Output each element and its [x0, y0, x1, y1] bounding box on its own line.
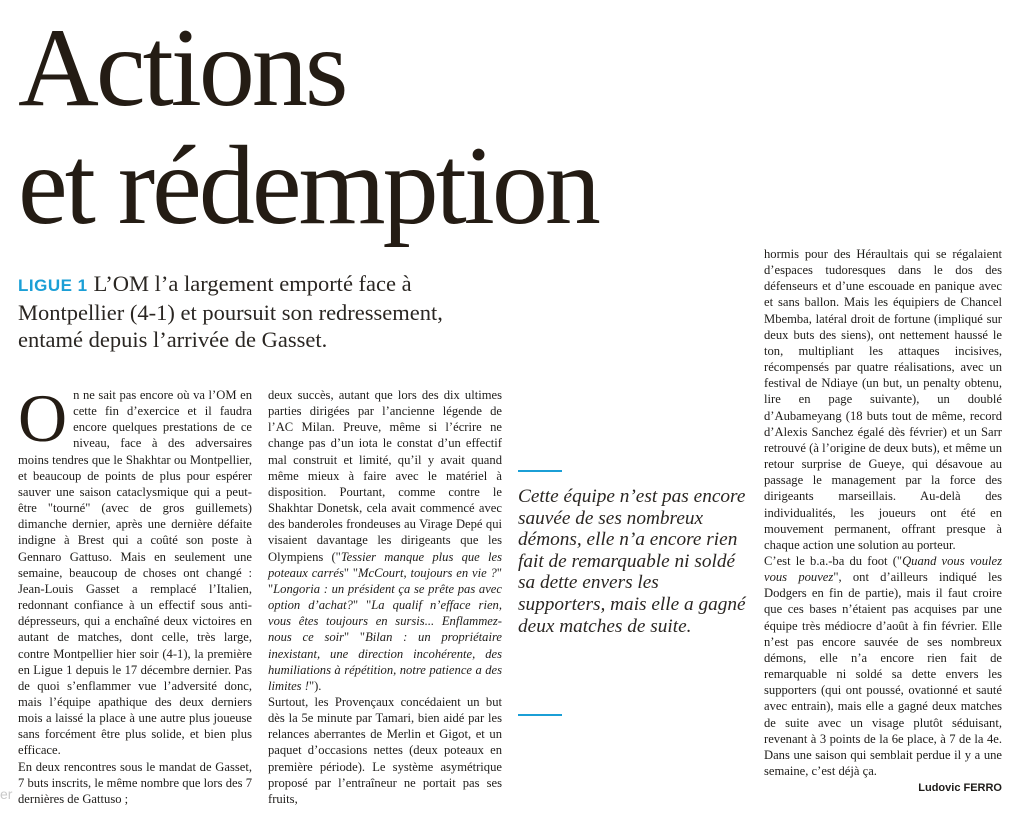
pullquote: Cette équipe n’est pas encore sauvée de ses nombreux démons, elle n’a encore rien fait de remarquable ni soldé sa dette envers les supporters, mais elle a gagné deux matches de suite.: [518, 486, 746, 637]
author-signature: Ludovic FERRO: [918, 782, 1002, 795]
article-column-4: [764, 246, 1002, 796]
banner-quote: La qualif n’efface rien, vous êtes toujours en sursis... Enflammez-nous ce soir: [268, 598, 502, 645]
section-kicker: LIGUE 1: [18, 276, 88, 295]
banner-quote: Tessier manque plus que les poteaux carrés: [268, 549, 502, 580]
article-column-2: [268, 387, 502, 807]
banner-quote: Bilan : un propriétaire inexistant, une direction incohérente, des humiliations à répétition, notre patience a des limites !: [268, 630, 502, 693]
drop-cap: O: [18, 380, 68, 456]
paragraph: Surtout, les Provençaux concédaient un but dès la 5e minute par Tamari, bien aidé par les relances aberrantes de Merlin et Gigot, et un paquet d’occasions nettes (deux poteaux en première période). Le système asymétrique proposé par l’entraîneur ne portait pas ses fruits,: [268, 694, 502, 806]
paragraph-text: C’est le b.a.-ba du foot (": [764, 553, 903, 568]
banner-quote: Longoria : un président ça se prête pas avec option d’achat?: [268, 581, 502, 613]
headline-line-2: et rédemption: [18, 124, 598, 248]
quote-separator: " ": [343, 565, 359, 580]
quote: Quand vous voulez vous pouvez: [764, 553, 1002, 585]
banner-quote: McCourt, toujours en vie ?: [358, 565, 497, 580]
quote-separator: " ": [352, 598, 372, 613]
paragraph: [18, 380, 252, 759]
paragraph-text: deux succès, autant que lors des dix ultimes parties dirigées par l’ancienne légende de l’AC Milan. Preuve, même si l’écrire ne change pas d’un iota le constat d’un effectif mal construit et limité, qu’il y avait quand même mieux à faire avec le matériel à disposition. Pourtant, comme contre le Shakhtar Donetsk, cela avait commencé avec des banderoles frondeuses au Virage Depé qui visaient davantage les dirigeants que les Olympiens (": [268, 388, 502, 564]
lead-text: L’OM l’a largement emporté face à Montpellier (4-1) et poursuit son redressement, entamé depuis l’arrivée de Gasset.: [18, 271, 443, 352]
paragraph: [764, 553, 1002, 779]
paragraph-text: ").: [308, 678, 322, 693]
headline-line-1: Actions: [18, 6, 346, 130]
paragraph-text: n ne sait pas encore où va l’OM en cette fin d’exercice et il faudra encore quelques prestations de ce niveau, face à des adversaires moins tendres que le Shakhtar ou Montpellier, et beaucoup de points de plus pour espérer sauver une saison cataclysmique qui a peut-être "tourné" (avec de gros guillemets) dimanche dernier, après une dernière défaite indigne à Brest qui a coûté son poste à Gennaro Gattuso. Mais en seulement une semaine, beaucoup de choses ont changé : Jean-Louis Gasset a remplacé l’Italien, redonnant confiance à un effectif sous anti-dépresseurs, qui a enchaîné deux victoires en autant de matches, dont celle, très large, contre Montpellier hier soir (4-1), la première en Ligue 1 depuis le 17 décembre dernier. Pas de quoi s’enflammer vue l’adversité donc, mais l’équipe apathique des deux derniers mois a laissé la place à une autre plus joueuse sans forcément être plus solide, et bien plus efficace.: [18, 388, 252, 758]
paragraph-text: ", ont d’ailleurs indiqué les Dodgers en fin de partie), mais il faut croire que ces bases n’étaient pas acquises par une équipe très médiocre d’août à fin février. Elle n’est pas encore sauvée de ses nombreux démons, elle n’a encore rien fait de remarquable ni soldé sa dette envers les supporters (qui ont poussé, ovationné et sauté avec entrain), mais elle a gagné deux matches de suite avec un visage plutôt séduisant, revenant à 3 points de la 6e place, à 7 de la 4e. Dans une saison qui semblait perdue il y a une semaine, c’est déjà ça.: [764, 570, 1002, 778]
paragraph: En deux rencontres sous le mandat de Gasset, 7 buts inscrits, le même nombre que lors des 7 dernières de Gattuso ;: [18, 759, 252, 806]
paragraph: hormis pour des Héraultais qui se régalaient d’espaces tudoresques dans le dos des défenseurs et d’une escouade en panique avec et sans ballon. Mais les équipiers de Chancel Mbemba, latéral droit de fortune (impliqué sur deux buts des siens), ont nettement haussé le ton, multipliant les attaques incisives, récompensés par quatre réalisations, avec un festival de Ndiaye (un but, un penalty obtenu, lire en page suivante), un doublé d’Aubameyang (18 buts tout de même, record d’Alexis Sanchez égalé dès février) et un Sarr retrouvé (à l’origine de deux buts), et même un retour surprise de Gueye, qui désavoue au passage le management par la force des dirigeants marseillais. Au-delà des individualités, les joueurs ont été en mouvement permanent, offrant presque à chaque action une solution au porteur.: [764, 247, 1002, 552]
article-column-1: [18, 380, 252, 807]
pullquote-rule-bottom: [518, 714, 562, 716]
paragraph: [268, 387, 502, 694]
quote-separator: " ": [268, 565, 502, 596]
lead-paragraph: [18, 270, 508, 353]
quote-separator: " ": [344, 630, 366, 645]
watermark: er: [0, 786, 13, 802]
pullquote-rule-top: [518, 470, 562, 472]
